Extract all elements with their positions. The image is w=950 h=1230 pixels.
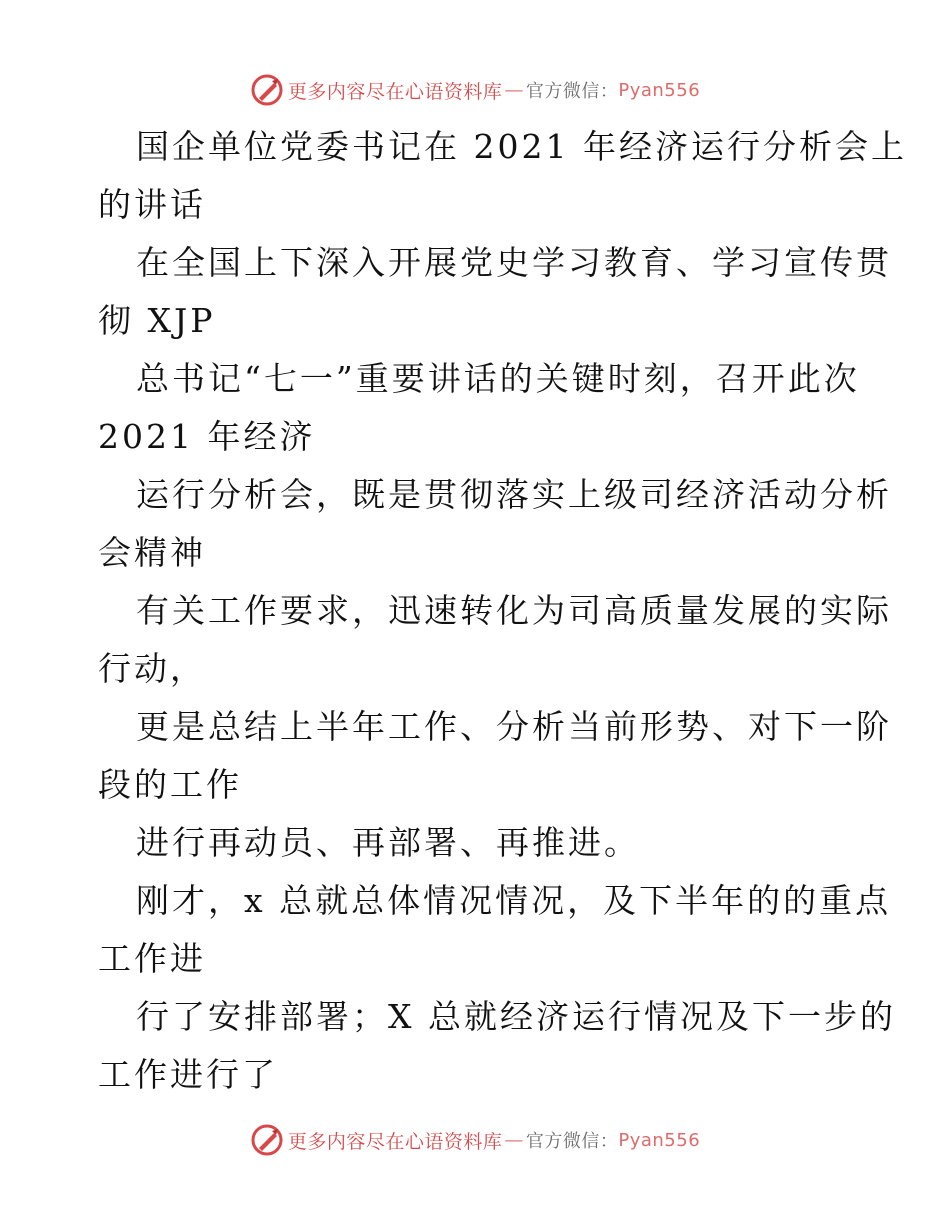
text-line: 总书记“七一”重要讲话的关键时刻，召开此次 (136, 359, 860, 398)
text-line: 段的工作 (98, 765, 242, 804)
text-line: 行动， (98, 649, 206, 688)
watermark-official-label: 官方微信： (525, 81, 619, 102)
text-line: 工作进行了 (98, 1055, 278, 1094)
text-line: 进行再动员、再部署、再推进。 (136, 823, 640, 862)
watermark-official-label: 官方微信： (525, 1131, 619, 1152)
watermark-separator: — (504, 1129, 524, 1151)
quill-logo-icon (250, 73, 284, 107)
text-line: 更是总结上半年工作、分析当前形势、对下一阶 (136, 707, 892, 746)
text-line: 在全国上下深入开展党史学习教育、学习宣传贯 (136, 243, 892, 282)
watermark-site-text: 更多内容尽在心语资料库 (287, 1130, 503, 1153)
text-line: 有关工作要求，迅速转化为司高质量发展的实际 (136, 591, 892, 630)
text-line: 国企单位党委书记在 2021 年经济运行分析会上 (136, 127, 907, 166)
text-line: 彻 XJP (98, 301, 216, 340)
watermark-handle: Pyan556 (618, 1129, 701, 1151)
watermark-handle: Pyan556 (618, 79, 701, 101)
header-watermark (0, 72, 950, 108)
text-line: 行了安排部署；X 总就经济运行情况及下一步的 (136, 997, 896, 1036)
text-line: 刚才，x 总就总体情况情况，及下半年的的重点 (136, 881, 892, 920)
watermark-separator: — (504, 79, 524, 101)
text-line: 2021 年经济 (98, 417, 316, 456)
document-body (98, 118, 907, 1104)
text-line: 运行分析会，既是贯彻落实上级司经济活动分析 (136, 475, 892, 514)
quill-logo-icon (250, 1123, 284, 1157)
text-line: 的讲话 (98, 185, 206, 224)
footer-watermark (0, 1122, 950, 1158)
text-line: 工作进 (98, 939, 206, 978)
watermark-site-text: 更多内容尽在心语资料库 (287, 80, 503, 103)
text-line: 会精神 (98, 533, 206, 572)
